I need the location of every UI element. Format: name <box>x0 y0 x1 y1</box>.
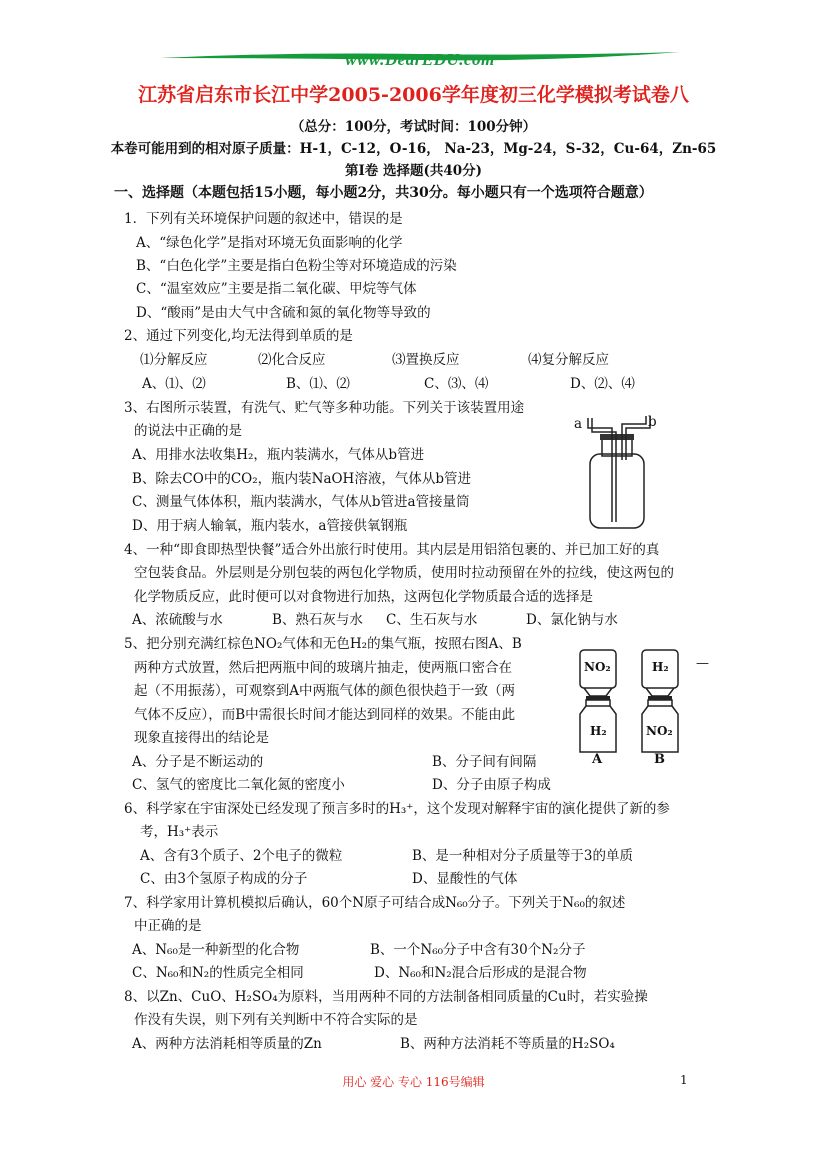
q6-option-b: B、是一种相对分子质量等于3的单质 <box>412 848 634 864</box>
q5-option-a: A、分子是不断运动的 <box>132 754 264 770</box>
page-number: 1 <box>680 1073 688 1087</box>
gas-bottle-figure <box>570 410 660 532</box>
exam-title: 江苏省启东市长江中学2005-2006学年度初三化学模拟考试卷八 <box>138 84 689 106</box>
site-url: www.DearEDU.com <box>345 50 495 69</box>
q5-option-b: B、分子间有间隔 <box>432 754 537 770</box>
gas-jars-figure <box>572 642 720 766</box>
q4-line1: 4、一种“即食即热型快餐”适合外出旅行时使用。其内层是用铝箔包裹的、并已加工好的真 <box>124 542 660 558</box>
q2-reaction-4: ⑷复分解反应 <box>528 352 609 368</box>
q5-option-d: D、分子由原子构成 <box>432 777 551 793</box>
q5-line4: 气体不反应），而B中需很长时间才能达到同样的效果。不能由此 <box>134 707 516 723</box>
q7-option-a: A、N₆₀是一种新型的化合物 <box>132 942 300 958</box>
q6-option-d: D、显酸性的气体 <box>412 871 518 887</box>
q4-line3: 化学物质反应，此时便可以对食物进行加热，这两包化学物质最合适的选择是 <box>134 589 593 605</box>
q7-option-c: C、N₆₀和N₂的性质完全相同 <box>132 965 304 981</box>
q3-option-a: A、用排水法收集H₂，瓶内装满水，气体从b管进 <box>132 447 425 463</box>
q6-option-c: C、由3个氢原子构成的分子 <box>140 871 308 887</box>
fig-a-top-gas: NO₂ <box>584 660 611 674</box>
q4-option-a: A、浓硫酸与水 <box>132 612 223 628</box>
gas-bottle-icon <box>570 410 660 532</box>
q2-reaction-3: ⑶置换反应 <box>392 352 460 368</box>
fig-label-B: B <box>654 752 665 767</box>
q5-line1: 5、把分别充满红棕色NO₂气体和无色H₂的集气瓶，按照右图A、B <box>124 636 522 652</box>
q5-option-c: C、氢气的密度比二氧化氮的密度小 <box>132 777 345 793</box>
q1-stem: 1．下列有关环境保护问题的叙述中，错误的是 <box>124 211 403 227</box>
page-footer: 用心 爱心 专心 116号编辑 <box>342 1075 485 1089</box>
q8-option-a: A、两种方法消耗相等质量的Zn <box>132 1036 322 1052</box>
q1-option-c: C、“温室效应”主要是指二氧化碳、甲烷等气体 <box>136 281 417 297</box>
fig-label-A: A <box>592 752 603 767</box>
q2-option-b: B、⑴、⑵ <box>286 376 350 392</box>
q8-option-b: B、两种方法消耗不等质量的H₂SO₄ <box>400 1036 615 1052</box>
exam-subtitle: （总分：100分，考试时间：100分钟） <box>290 119 537 135</box>
q1-option-a: A、“绿色化学”是指对环境无负面影响的化学 <box>136 235 403 251</box>
fig-label-a: a <box>574 416 583 432</box>
q3-option-d: D、用于病人输氧，瓶内装水，a管接供氧钢瓶 <box>132 518 408 534</box>
q3-option-b: B、除去CO中的CO₂，瓶内装NaOH溶液，气体从b管进 <box>132 471 471 487</box>
q3-option-c: C、测量气体体积，瓶内装满水，气体从b管进a管接量筒 <box>132 494 470 510</box>
q8-line2: 作没有失误，则下列有关判断中不符合实际的是 <box>134 1012 418 1028</box>
q2-reaction-1: ⑴分解反应 <box>140 352 208 368</box>
q4-option-b: B、熟石灰与水 <box>272 612 363 628</box>
q2-reaction-2: ⑵化合反应 <box>258 352 326 368</box>
fig-a-bottom-gas: H₂ <box>590 724 607 738</box>
q2-option-a: A、⑴、⑵ <box>142 376 206 392</box>
q7-line2: 中正确的是 <box>134 918 202 934</box>
fig-b-top-gas: H₂ <box>652 660 669 674</box>
fig-b-bottom-gas: NO₂ <box>646 724 673 738</box>
site-banner <box>160 50 680 80</box>
q6-line2: 考，H₃⁺表示 <box>140 824 219 840</box>
q1-option-d: D、“酸雨”是由大气中含硫和氮的氧化物等导致的 <box>136 305 431 321</box>
q4-line2: 空包装食品。外层则是分别包装的两包化学物质，使用时拉动预留在外的拉线，使这两包的 <box>134 565 674 581</box>
q6-option-a: A、含有3个质子、2个电子的微粒 <box>140 848 343 864</box>
q8-line1: 8、以Zn、CuO、H₂SO₄为原料，当用两种不同的方法制备相同质量的Cu时，若实验操 <box>124 989 648 1005</box>
q4-option-c: C、生石灰与水 <box>386 612 478 628</box>
q5-line5: 现象直接得出的结论是 <box>134 730 269 746</box>
part-title: 第Ⅰ卷 选择题(共40分) <box>344 163 483 179</box>
q4-option-d: D、氯化钠与水 <box>526 612 618 628</box>
q5-line3: 起（不用振荡），可观察到A中两瓶气体的颜色很快趋于一致（两 <box>134 683 515 699</box>
q7-option-d: D、N₆₀和N₂混合后形成的是混合物 <box>374 965 587 981</box>
q2-option-d: D、⑵、⑷ <box>570 376 635 392</box>
q7-option-b: B、一个N₆₀分子中含有30个N₂分子 <box>370 942 586 958</box>
fig-dash: — <box>696 656 709 671</box>
q5-line2: 两种方式放置，然后把两瓶中间的玻璃片抽走，使两瓶口密合在 <box>134 660 512 676</box>
q2-stem: 2、通过下列变化,均无法得到单质的是 <box>124 328 353 344</box>
q1-option-b: B、“白色化学”主要是指白色粉尘等对环境造成的污染 <box>136 258 457 274</box>
atomic-masses: 本卷可能用到的相对原子质量：H-1，C-12，O-16， Na-23，Mg-24，S-32，Cu-64，Zn-65 <box>110 141 717 157</box>
q2-option-c: C、⑶、⑷ <box>424 376 489 392</box>
q3-stem-line2: 的说法中正确的是 <box>134 423 242 439</box>
q3-stem-line1: 3、右图所示装置，有洗气、贮气等多种功能。下列关于该装置用途 <box>124 400 525 416</box>
section-heading: 一、选择题（本题包括15小题，每小题2分，共30分。每小题只有一个选项符合题意） <box>114 185 653 201</box>
fig-label-b: b <box>648 414 657 430</box>
q7-line1: 7、科学家用计算机模拟后确认，60个N原子可结合成N₆₀分子。下列关于N₆₀的叙述 <box>124 895 626 911</box>
q6-line1: 6、科学家在宇宙深处已经发现了预言多时的H₃⁺，这个发现对解释宇宙的演化提供了新的参 <box>124 801 670 817</box>
